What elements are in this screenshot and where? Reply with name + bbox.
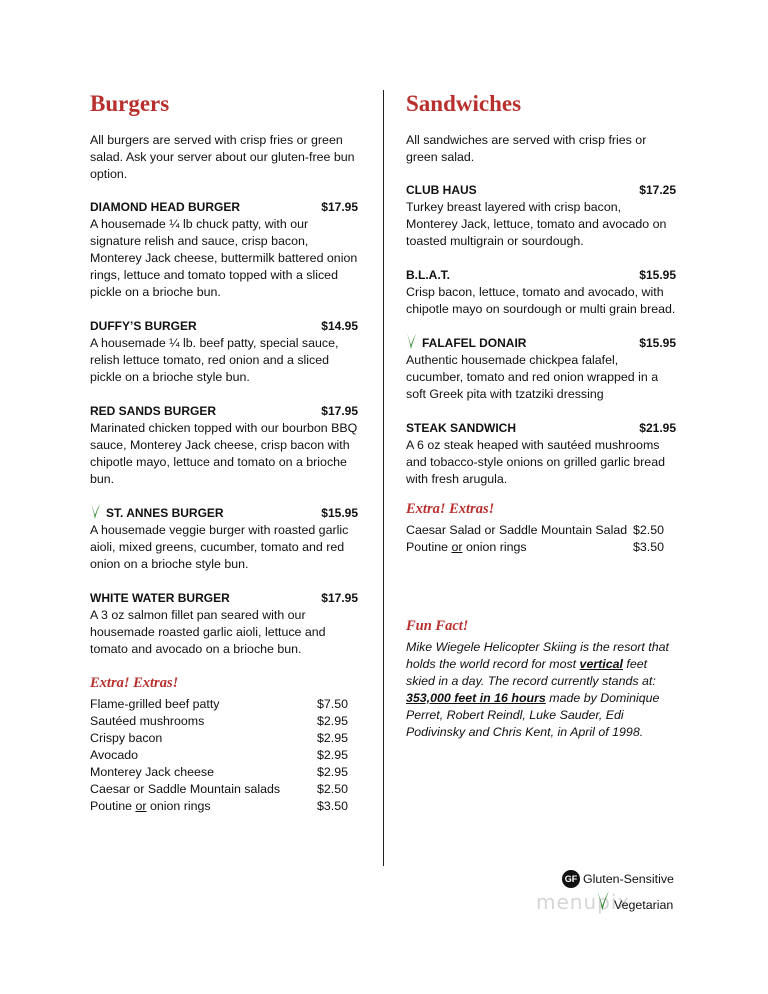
extra-price: $2.95 xyxy=(316,731,348,745)
item-description: Turkey breast layered with crisp bacon, Monterey Jack, lettuce, tomato and avocado on toasted multigrain or sourdough. xyxy=(406,200,667,248)
extras-row xyxy=(90,781,348,798)
item-price: $15.95 xyxy=(639,336,676,350)
extra-name: Caesar or Saddle Mountain salads xyxy=(90,782,281,796)
burgers-extras xyxy=(90,675,358,815)
menu-item xyxy=(90,505,358,573)
extras-row xyxy=(406,539,664,556)
menu-item xyxy=(90,590,358,658)
extra-name: Caesar Salad or Saddle Mountain Salad xyxy=(406,523,628,537)
item-name: ST. ANNES BURGER xyxy=(106,506,224,520)
watermark: menupix xyxy=(536,890,631,914)
item-name: DUFFY’S BURGER xyxy=(90,319,197,333)
fun-fact-text: Mike Wiegele Helicopter Skiing is the resort that holds the world record for most vertical feet skied in a day. The record currently stands at: 353,000 feet in 16 hours made by Dominique Perret, Robert Reindl, Luke Sauder, Edi Podivinsky and Chris Kent, in April of 1998. xyxy=(406,640,669,739)
extra-price: $2.95 xyxy=(316,765,348,779)
sandwiches-extras xyxy=(406,501,676,556)
extra-price: $3.50 xyxy=(316,799,348,813)
burgers-intro: All burgers are served with crisp fries or green salad. Ask your server about our gluten-free bun option. xyxy=(90,133,355,181)
extra-name: Monterey Jack cheese xyxy=(90,765,214,779)
item-name: DIAMOND HEAD BURGER xyxy=(90,200,240,214)
item-description: A 6 oz steak heaped with sautéed mushrooms and tobacco-style onions on grilled garlic bread with fresh arugula. xyxy=(406,438,665,486)
vegetarian-icon xyxy=(406,333,417,350)
extra-name: Flame-grilled beef patty xyxy=(90,697,220,711)
item-name: RED SANDS BURGER xyxy=(90,404,217,418)
menu-item xyxy=(90,403,358,488)
extra-price: $2.95 xyxy=(316,748,348,762)
item-price: $17.95 xyxy=(321,404,358,418)
legend xyxy=(530,868,690,928)
item-name: STEAK SANDWICH xyxy=(406,421,516,435)
extra-name: Poutine or onion rings xyxy=(406,540,527,554)
legend-gluten xyxy=(562,870,674,888)
burgers-section xyxy=(90,90,358,815)
menu-item xyxy=(406,182,676,250)
extra-name: Poutine or onion rings xyxy=(90,799,211,813)
legend-vegetarian-label: Vegetarian xyxy=(614,898,674,912)
item-description: A housemade ¼ lb. beef patty, special sauce, relish lettuce tomato, red onion and a sliced pickle on a brioche style bun. xyxy=(90,336,339,384)
item-description: Marinated chicken topped with our bourbon BBQ sauce, Monterey Jack cheese, crisp bacon with chipotle mayo, lettuce and tomato on a brioche bun. xyxy=(90,421,358,486)
item-name: CLUB HAUS xyxy=(406,183,477,197)
extras-row xyxy=(90,713,348,730)
item-description: A housemade veggie burger with roasted garlic aioli, mixed greens, cucumber, tomato and red onion on a brioche style bun. xyxy=(90,523,349,571)
item-price: $17.95 xyxy=(321,591,358,605)
legend-gluten-label: Gluten-Sensitive xyxy=(583,871,674,886)
extras-row xyxy=(90,730,348,747)
item-description: A 3 oz salmon fillet pan seared with our housemade roasted garlic aioli, lettuce and tomato and avocado on a brioche bun. xyxy=(90,608,326,656)
extra-price: $2.50 xyxy=(632,523,664,537)
item-price: $21.95 xyxy=(639,421,676,435)
item-price: $17.95 xyxy=(321,200,358,214)
item-price: $15.95 xyxy=(639,268,676,282)
menu-item xyxy=(406,267,676,318)
menu-item xyxy=(90,318,358,386)
extra-name: Avocado xyxy=(90,748,138,762)
sandwiches-section xyxy=(406,90,676,741)
menu-item xyxy=(406,420,676,488)
burgers-title: Burgers xyxy=(90,91,170,116)
sandwiches-intro: All sandwiches are served with crisp fries or green salad. xyxy=(406,133,647,164)
column-divider xyxy=(383,90,384,866)
item-name: FALAFEL DONAIR xyxy=(422,336,527,350)
sandwiches-title: Sandwiches xyxy=(406,91,522,116)
item-price: $17.25 xyxy=(639,183,676,197)
legend-vegetarian xyxy=(596,892,673,914)
extras-row xyxy=(90,764,348,781)
item-name: B.L.A.T. xyxy=(406,268,450,282)
extras-row xyxy=(90,798,348,815)
vegetarian-icon xyxy=(596,890,610,912)
item-description: Crisp bacon, lettuce, tomato and avocado, with chipotle mayo on sourdough or multi grain bread. xyxy=(406,285,676,316)
gf-circle-icon: GF xyxy=(562,870,580,888)
extras-title: Extra! Extras! xyxy=(90,675,179,691)
item-name: WHITE WATER BURGER xyxy=(90,591,230,605)
extra-price: $7.50 xyxy=(316,697,348,711)
extra-name: Crispy bacon xyxy=(90,731,163,745)
item-description: Authentic housemade chickpea falafel, cucumber, tomato and red onion wrapped in a soft Greek pita with tzatziki dressing xyxy=(406,353,659,401)
extras-row xyxy=(406,522,664,539)
fun-fact-title: Fun Fact! xyxy=(406,618,469,634)
menu-item xyxy=(90,199,358,301)
item-price: $15.95 xyxy=(321,506,358,520)
extra-price: $3.50 xyxy=(632,540,664,554)
menu-item xyxy=(406,335,676,403)
extras-title: Extra! Extras! xyxy=(406,501,495,517)
extras-row xyxy=(90,696,348,713)
extra-price: $2.50 xyxy=(316,782,348,796)
extra-name: Sautéed mushrooms xyxy=(90,714,205,728)
extra-price: $2.95 xyxy=(316,714,348,728)
fun-fact xyxy=(406,618,676,741)
item-price: $14.95 xyxy=(321,319,358,333)
item-description: A housemade ¼ lb chuck patty, with our signature relish and sauce, crisp bacon, Monterey Jack cheese, buttermilk battered onion rings, lettuce and tomato topped with a sliced pickle on a brioche bun. xyxy=(90,217,358,299)
extras-row xyxy=(90,747,348,764)
vegetarian-icon xyxy=(90,503,101,520)
